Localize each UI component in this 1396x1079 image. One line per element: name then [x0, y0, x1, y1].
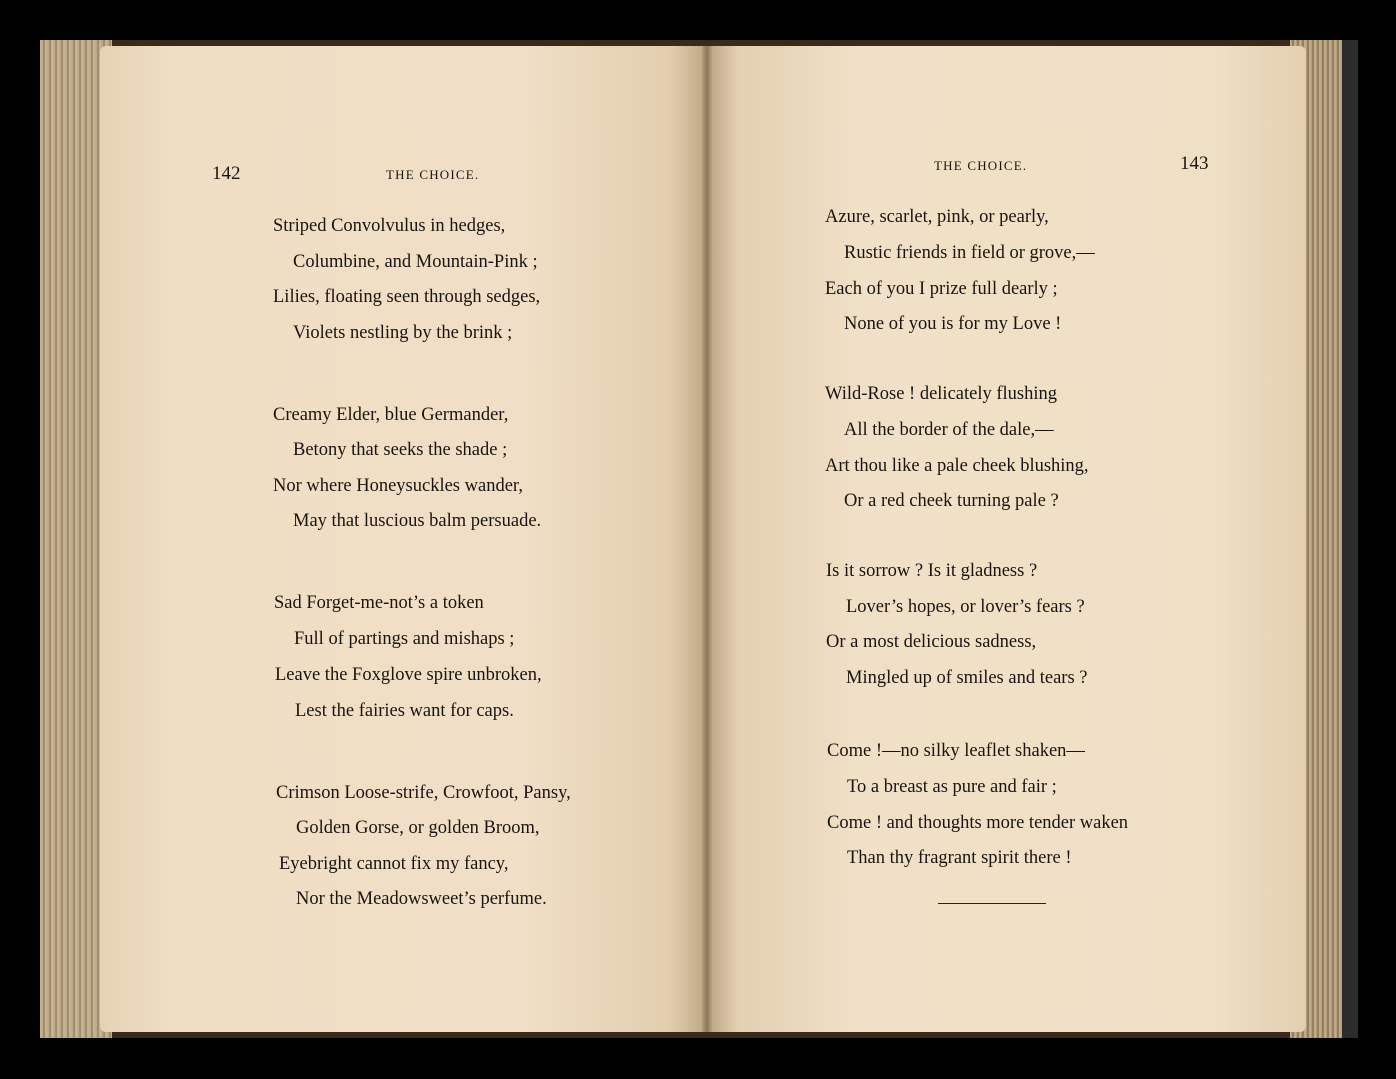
poem-line: Is it sorrow ? Is it gladness ?	[826, 561, 1038, 581]
poem-line: None of you is for my Love !	[844, 314, 1062, 334]
poem-line: Full of partings and mishaps ;	[294, 629, 515, 649]
poem-line: Each of you I prize full dearly ;	[825, 279, 1058, 299]
poem-line: Rustic friends in field or grove,—	[844, 243, 1095, 263]
right-page-number: 143	[1180, 153, 1209, 174]
poem-line: Betony that seeks the shade ;	[293, 440, 508, 460]
poem-line: Mingled up of smiles and tears ?	[846, 668, 1088, 688]
poem-line: Crimson Loose-strife, Crowfoot, Pansy,	[276, 783, 571, 803]
right-cover-edge	[1342, 40, 1358, 1038]
poem-line: Or a most delicious sadness,	[826, 632, 1037, 652]
poem-line: Than thy fragrant spirit there !	[847, 848, 1072, 868]
poem-line: Leave the Foxglove spire unbroken,	[275, 665, 542, 685]
poem-line: Golden Gorse, or golden Broom,	[296, 818, 540, 838]
poem-line: Sad Forget-me-not’s a token	[274, 593, 484, 613]
poem-line: Come ! and thoughts more tender waken	[827, 813, 1129, 833]
left-page-number: 142	[212, 163, 241, 184]
poem-line: Striped Convolvulus in hedges,	[273, 216, 506, 236]
poem-line: Come !—no silky leaflet shaken—	[827, 741, 1085, 761]
poem-line: Lilies, floating seen through sedges,	[273, 287, 541, 307]
poem-line: Lover’s hopes, or lover’s fears ?	[846, 597, 1085, 617]
left-running-head: THE CHOICE.	[386, 167, 480, 182]
poem-line: Nor where Honeysuckles wander,	[273, 476, 523, 496]
left-page	[100, 46, 706, 1032]
poem-line: Or a red cheek turning pale ?	[844, 491, 1059, 511]
poem-line: Nor the Meadowsweet’s perfume.	[296, 889, 547, 909]
poem-line: Violets nestling by the brink ;	[293, 323, 513, 343]
poem-line: Columbine, and Mountain-Pink ;	[293, 252, 538, 272]
poem-line: To a breast as pure and fair ;	[847, 777, 1057, 797]
right-page	[708, 46, 1306, 1032]
poem-line: Creamy Elder, blue Germander,	[273, 405, 509, 425]
poem-line: Wild-Rose ! delicately flushing	[825, 384, 1057, 404]
right-running-head: THE CHOICE.	[934, 158, 1028, 173]
end-rule	[938, 903, 1046, 904]
poem-line: Art thou like a pale cheek blushing,	[825, 456, 1089, 476]
poem-line: Azure, scarlet, pink, or pearly,	[825, 207, 1049, 227]
poem-line: Lest the fairies want for caps.	[295, 701, 514, 721]
book-gutter	[702, 46, 712, 1032]
poem-line: May that luscious balm persuade.	[293, 511, 542, 531]
poem-line: All the border of the dale,—	[844, 420, 1054, 440]
poem-line: Eyebright cannot fix my fancy,	[279, 854, 509, 874]
